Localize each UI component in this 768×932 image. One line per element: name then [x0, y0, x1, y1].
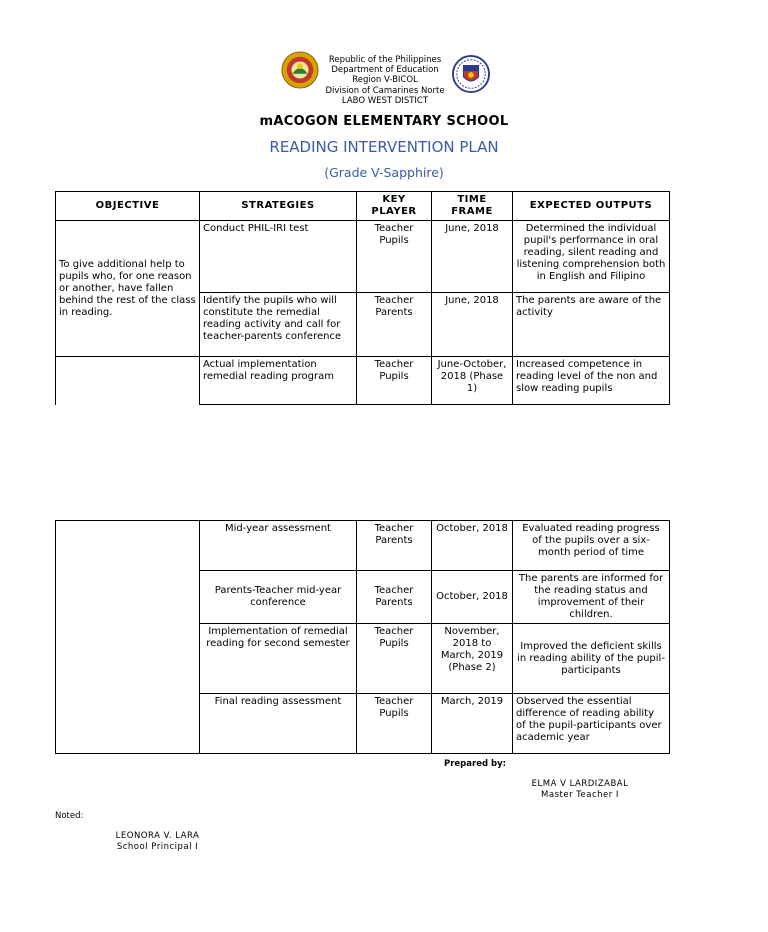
key-player-line: Pupils [379, 708, 409, 719]
expected-output-cell: Improved the deficient skills in reading ability of the pupil-participants [513, 624, 670, 694]
noter-block [100, 831, 215, 853]
header-key-player: KEY PLAYER [357, 192, 432, 221]
strategy-cell: Conduct PHIL-IRI test [200, 221, 357, 293]
expected-output-cell: The parents are aware of the activity [513, 293, 670, 357]
expected-output-cell: Observed the essential difference of reading ability of the pupil-participants over academic year [513, 694, 670, 754]
header-expected-outputs: EXPECTED OUTPUTS [513, 192, 670, 221]
time-frame-cell: June, 2018 [432, 293, 513, 357]
strategy-cell: Identify the pupils who will constitute the remedial reading activity and call for teacher-parents conference [200, 293, 357, 357]
expected-output-cell: Determined the individual pupil's performance in oral reading, silent reading and listening comprehension both in English and Filipino [513, 221, 670, 293]
key-player-cell [357, 694, 432, 754]
time-frame-cell: June, 2018 [432, 221, 513, 293]
noter-name: LEONORA V. LARA [115, 831, 200, 841]
expected-output-cell: Increased competence in reading level of the non and slow reading pupils [513, 357, 670, 405]
header-time-frame: TIME FRAME [432, 192, 513, 221]
key-player-line: Parents [375, 535, 413, 546]
noter-title: School Principal I [116, 842, 199, 852]
plan-title: READING INTERVENTION PLAN [269, 138, 499, 156]
time-frame-cell: October, 2018 [432, 571, 513, 624]
expected-output-cell: The parents are informed for the reading status and improvement of their children. [513, 571, 670, 624]
table-row [56, 221, 670, 293]
key-player-line: Teacher [374, 359, 414, 370]
key-player-line: Teacher [374, 523, 414, 534]
header-line: LABO WEST DISTICT [341, 95, 429, 106]
key-player-line: Pupils [379, 235, 409, 246]
key-player-line: Teacher [374, 696, 414, 707]
header-objective: OBJECTIVE [56, 192, 200, 221]
time-frame-cell: November, 2018 to March, 2019 (Phase 2) [432, 624, 513, 694]
key-player-cell [357, 521, 432, 571]
key-player-cell [357, 624, 432, 694]
agency-header [300, 55, 470, 106]
preparer-block [500, 779, 660, 801]
expected-output-cell: Evaluated reading progress of the pupils over a six-month period of time [513, 521, 670, 571]
header-line: Republic of the Philippines [328, 55, 442, 65]
key-player-line: Teacher [374, 626, 414, 637]
key-player-cell [357, 571, 432, 624]
header-strategies: STRATEGIES [200, 192, 357, 221]
preparer-name: ELMA V LARDIZABAL [531, 779, 629, 789]
strategy-cell: Actual implementation remedial reading program [200, 357, 357, 405]
key-player-cell [357, 357, 432, 405]
key-player-line: Parents [375, 307, 413, 318]
key-player-cell [357, 221, 432, 293]
table-row [56, 357, 670, 405]
prepared-by-label: Prepared by: [444, 759, 507, 769]
key-player-line: Parents [375, 597, 413, 608]
noted-label: Noted: [55, 811, 84, 821]
key-player-line: Teacher [374, 295, 414, 306]
time-frame-cell: June-October, 2018 (Phase 1) [432, 357, 513, 405]
key-player-line: Teacher [374, 585, 414, 596]
grade-label: (Grade V-Sapphire) [324, 165, 444, 180]
strategy-cell: Final reading assessment [200, 694, 357, 754]
objective-cell-empty [56, 357, 200, 405]
strategy-cell: Parents-Teacher mid-year conference [200, 571, 357, 624]
time-frame-cell: October, 2018 [432, 521, 513, 571]
header-line: Region V-BICOL [352, 75, 418, 86]
school-name: mACOGON ELEMENTARY SCHOOL [259, 114, 509, 129]
table-row [56, 521, 670, 571]
key-player-cell [357, 293, 432, 357]
key-player-line: Teacher [374, 223, 414, 234]
intervention-table [55, 191, 670, 405]
objective-cell: To give additional help to pupils who, for one reason or another, have fallen behind the rest of the class in reading. [56, 221, 200, 357]
strategy-cell: Mid-year assessment [200, 521, 357, 571]
time-frame-cell: March, 2019 [432, 694, 513, 754]
preparer-title: Master Teacher I [541, 790, 619, 800]
table-header-row [56, 192, 670, 221]
intervention-table-continued [55, 520, 670, 754]
strategy-cell: Implementation of remedial reading for second semester [200, 624, 357, 694]
objective-cell-empty [56, 521, 200, 754]
header-line: Division of Camarines Norte [325, 85, 445, 96]
header-line: Department of Education [331, 65, 439, 76]
key-player-line: Pupils [379, 371, 409, 382]
key-player-line: Pupils [379, 638, 409, 649]
